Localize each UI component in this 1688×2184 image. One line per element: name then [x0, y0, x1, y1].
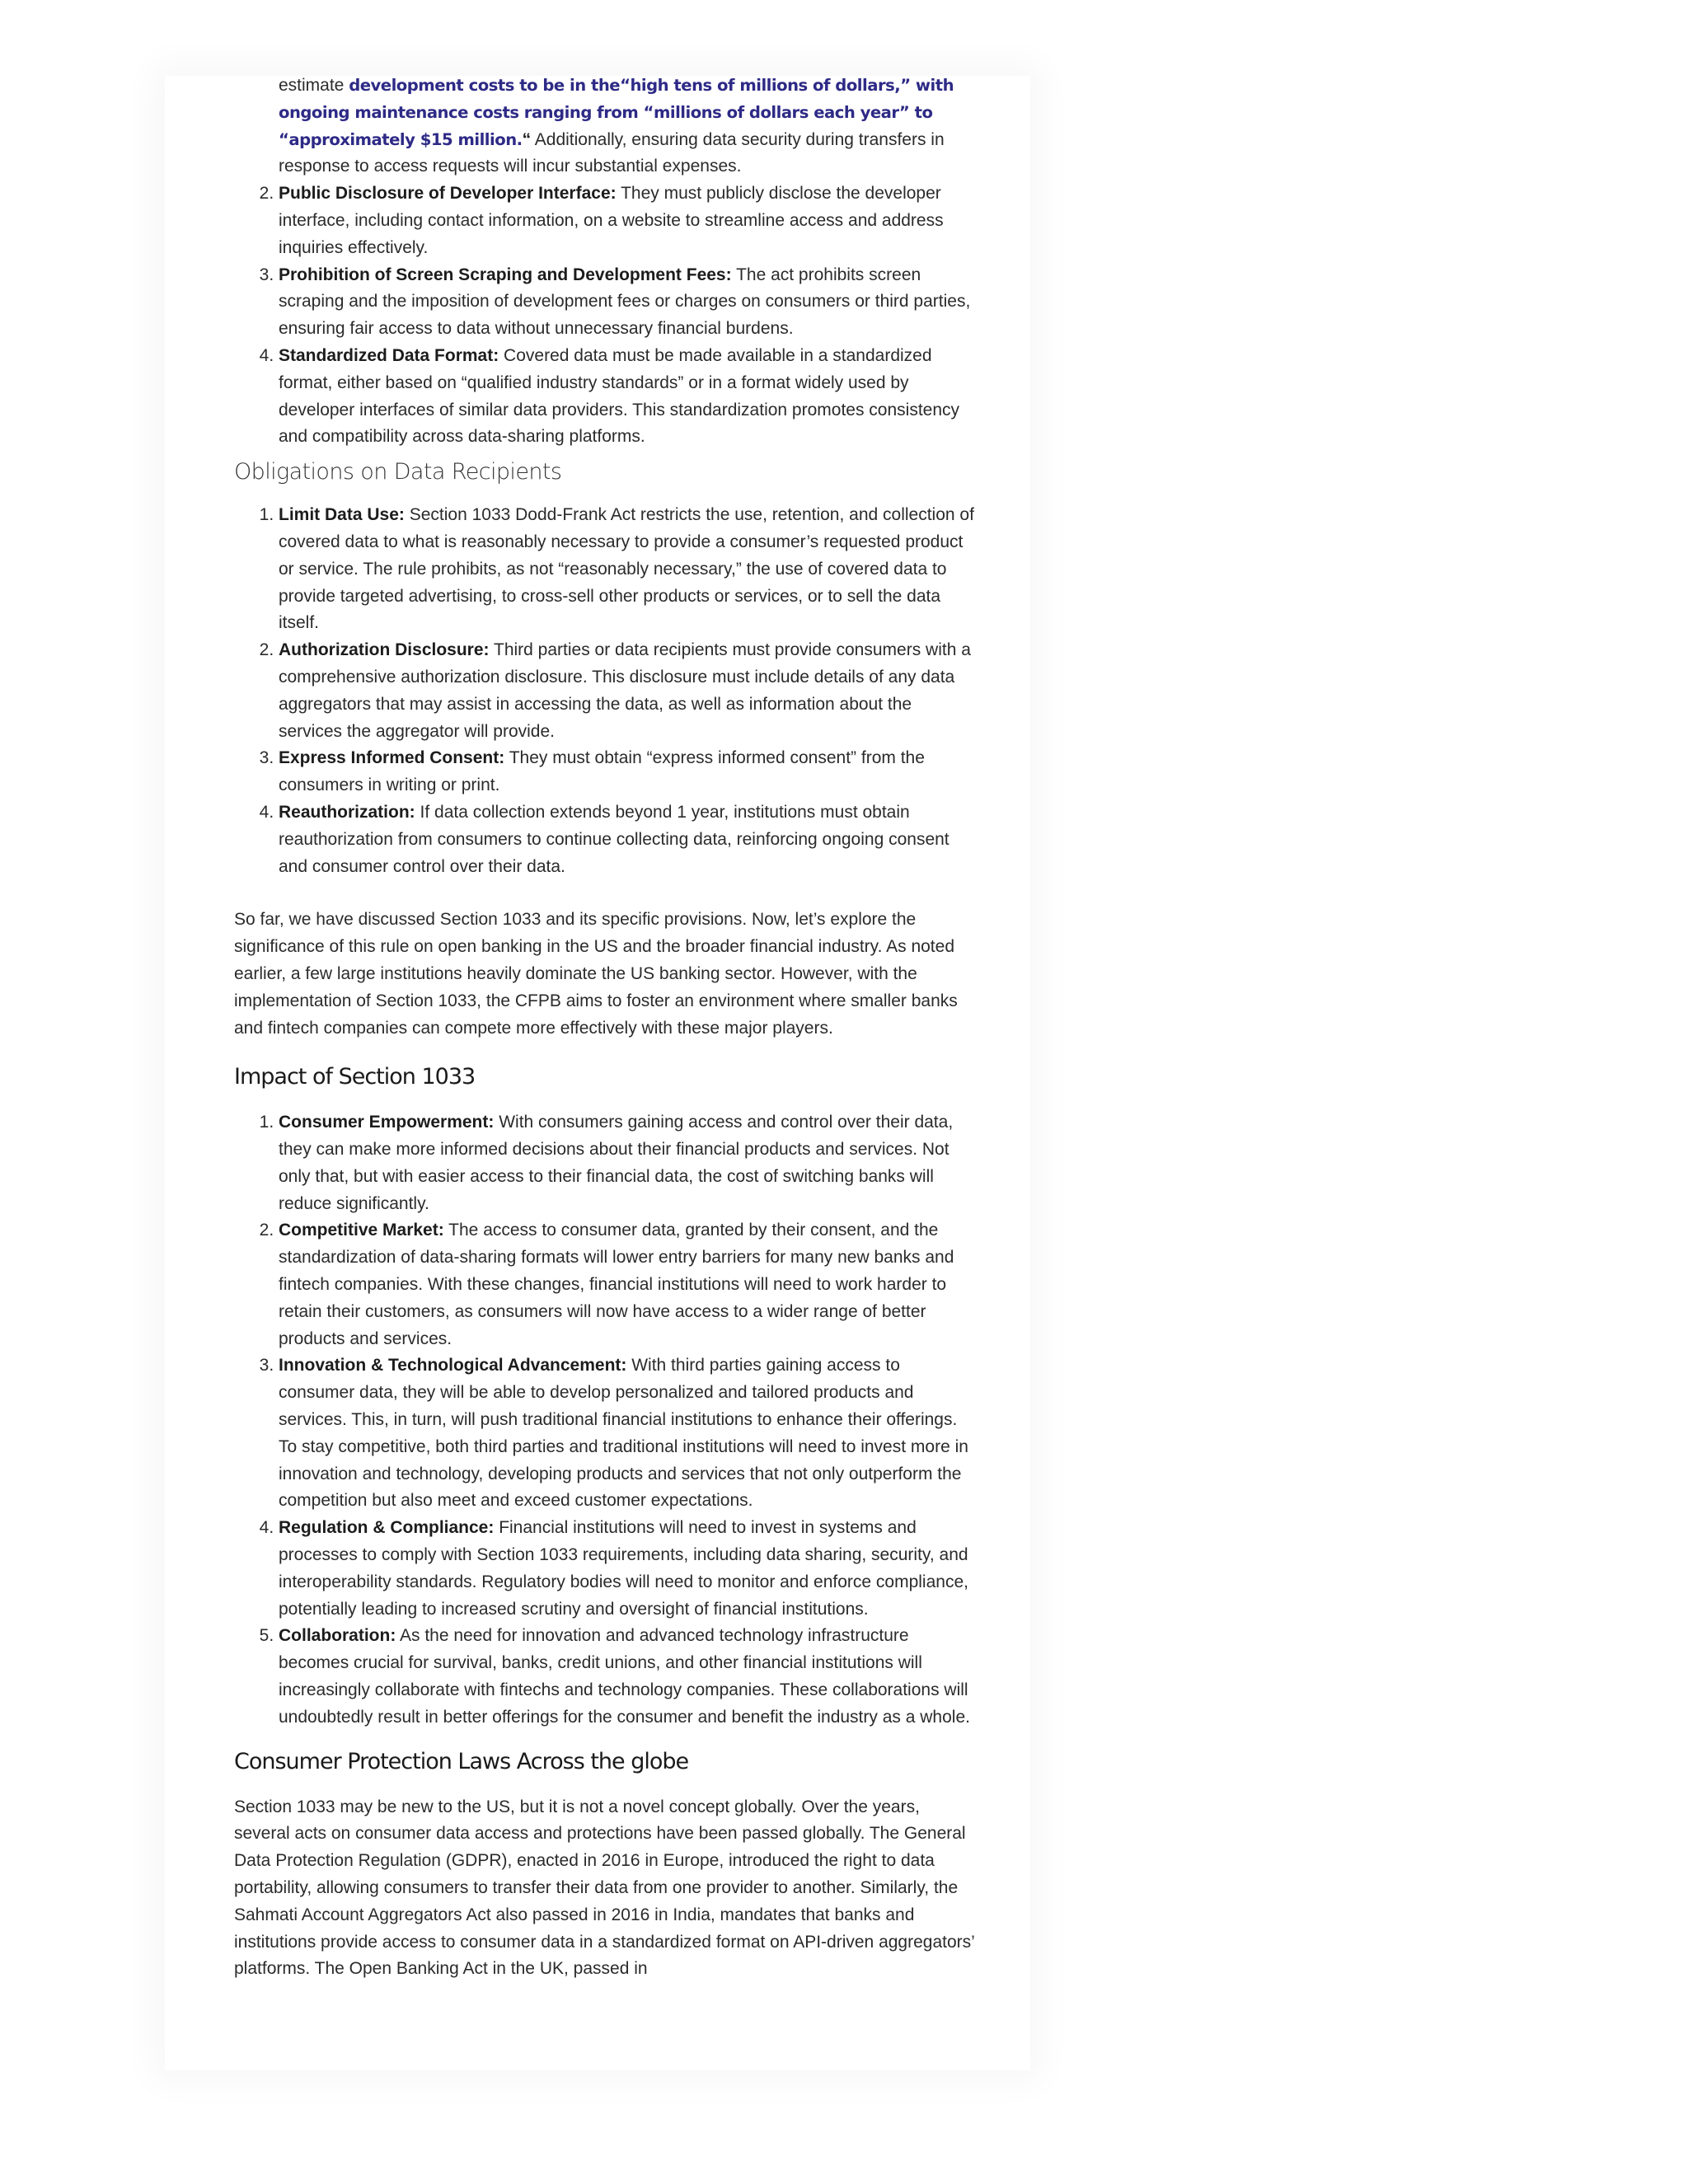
item-text: As the need for innovation and advanced technology infrastructure becomes crucial for survival, banks, credit unions, and other financial institutions will increasingly collaborate with fintechs and technology companies. These collaborations will undoubtedly result in better offerings for the consumer and benefit the industry as a whole.	[279, 1626, 970, 1727]
recipients-heading: Obligations on Data Recipients	[234, 459, 562, 485]
list-item	[279, 1217, 976, 1352]
item-text: Financial institutions will need to invest in systems and processes to comply with Section 1033 requirements, including data sharing, security, and interoperability standards. Regulatory bodies will need to monitor and enforce compliance, potentially leading to increased scrutiny and oversight of financial institutions.	[279, 1518, 968, 1619]
item-text: With third parties gaining access to consumer data, they will be able to develop personalized and tailored products and services. This, in turn, will push traditional financial institutions to enhance their offerings. To stay competitive, both third parties and traditional institutions will need to invest more in innovation and technology, developing products and services that not only outperform the competition but also meet and exceed customer expectations.	[279, 1356, 968, 1511]
discussion-paragraph: So far, we have discussed Section 1033 and its specific provisions. Now, let’s explore the significance of this rule on open banking in the US and the broader financial industry. As noted earlier, a few large institutions heavily dominate the US banking sector. However, with the implementation of Section 1033, the CFPB aims to foster an environment where smaller banks and fintech companies can compete more effectively with these major players.	[234, 910, 958, 1038]
item-text: Covered data must be made available in a standardized format, either based on “qualified industry standards” or in a format widely used by developer interfaces of similar data providers. This standardization promotes consistency and compatibility across data-sharing platforms.	[279, 345, 960, 447]
impact-list	[234, 1109, 976, 1731]
item-text: Section 1033 Dodd-Frank Act restricts the use, retention, and collection of covered data to what is reasonably necessary to provide a consumer’s requested product or service. The rule prohibits, as not “reasonably necessary,” the use of covered data to provide targeted advertising, to cross-sell other products or services, or to sell the data itself.	[279, 505, 974, 633]
item-title: Limit Data Use:	[279, 505, 405, 525]
list-item	[279, 1623, 976, 1731]
impact-heading: Impact of Section 1033	[234, 1064, 476, 1090]
list-item	[279, 1515, 976, 1623]
list-item	[279, 799, 976, 880]
item-title: Regulation & Compliance:	[279, 1518, 495, 1538]
item-title: Collaboration:	[279, 1626, 396, 1646]
list-item	[279, 180, 976, 261]
item-title: Consumer Empowerment:	[279, 1113, 495, 1132]
item-title: Prohibition of Screen Scraping and Development Fees:	[279, 265, 732, 284]
item-title: Innovation & Technological Advancement:	[279, 1356, 627, 1376]
list-item	[279, 343, 976, 451]
list-item	[279, 637, 976, 745]
item-title: Competitive Market:	[279, 1221, 444, 1240]
intro-rest: Additionally, ensuring data security during transfers in response to access requests will incur substantial expenses.	[279, 129, 945, 176]
provider-obligations-list	[234, 180, 976, 451]
item-title: Express Informed Consent:	[279, 748, 505, 768]
item-text: If data collection extends beyond 1 year, institutions must obtain reauthorization from consumers to continue collecting data, reinforcing ongoing consent and consumer control over their data.	[279, 802, 950, 876]
list-item	[279, 745, 976, 799]
list-item	[279, 262, 976, 343]
item-text: The access to consumer data, granted by their consent, and the standardization of data-sharing formats will lower entry barriers for many new banks and fintech companies. With these changes, financial institutions will need to work harder to retain their customers, as consumers will now have access to a wider range of better products and services.	[279, 1221, 954, 1348]
recipient-obligations-list	[234, 502, 976, 880]
item-title: Standardized Data Format:	[279, 345, 499, 365]
item-text: They must obtain “express informed consent” from the consumers in writing or print.	[279, 748, 925, 795]
list-item	[279, 1352, 976, 1515]
item-title: Public Disclosure of Developer Interface:	[279, 184, 617, 204]
item-text: The act prohibits screen scraping and the imposition of development fees or charges on consumers or third parties, ensuring fair access to data without unnecessary financial burdens.	[279, 265, 971, 339]
intro-lead: estimate	[279, 76, 349, 95]
list-item	[279, 502, 976, 637]
quote-mark: “	[522, 129, 532, 149]
list-item	[279, 73, 976, 180]
item-text: With consumers gaining access and control over their data, they can make more informed decisions about their financial products and services. Not only that, but with easier access to their financial data, the cost of switching banks will reduce significantly.	[279, 1113, 954, 1213]
item-title: Authorization Disclosure:	[279, 640, 490, 660]
item-title: Reauthorization:	[279, 802, 415, 822]
provider-obligations-list-continued	[234, 73, 976, 180]
list-item	[279, 1109, 976, 1217]
cost-highlight-link[interactable]: development costs to be in the“high tens of millions of dollars,” with ongoing maintenance costs ranging from “millions of dollars each year” to “approximately $15 million.	[279, 76, 954, 149]
globe-heading: Consumer Protection Laws Across the globe	[234, 1748, 689, 1774]
article-body	[234, 73, 976, 1983]
item-text: Third parties or data recipients must provide consumers with a comprehensive authorization disclosure. This disclosure must include details of any data aggregators that may assist in accessing the data, as well as information about the services the aggregator will provide.	[279, 640, 971, 741]
item-text: They must publicly disclose the developer interface, including contact information, on a website to streamline access and address inquiries effectively.	[279, 184, 944, 257]
globe-paragraph: Section 1033 may be new to the US, but it is not a novel concept globally. Over the years, several acts on consumer data access and protections have been passed globally. The General Data Protection Regulation (GDPR), enacted in 2016 in Europe, introduced the right to data portability, allowing consumers to transfer their data from one provider to another. Similarly, the Sahmati Account Aggregators Act also passed in 2016 in India, mandates that banks and institutions provide access to consumer data in a standardized format on API-driven aggregators’ platforms. The Open Banking Act in the UK, passed in	[234, 1797, 975, 1979]
